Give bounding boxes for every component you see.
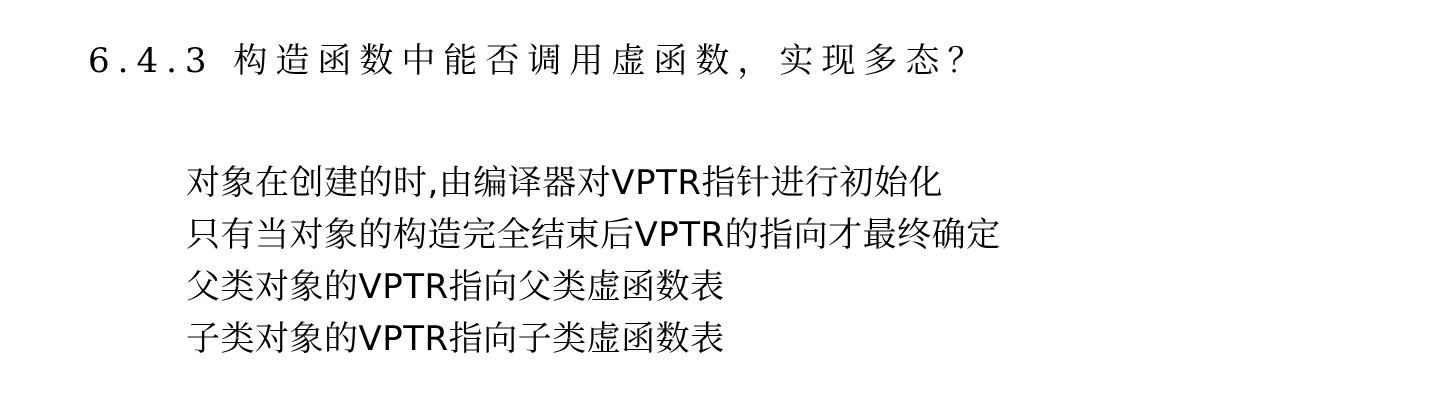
section-heading: 6.4.3 构造函数中能否调用虚函数，实现多态？ [88, 41, 990, 81]
list-item: 子类对象的VPTR指向子类虚函数表 [186, 319, 725, 359]
list-item: 只有当对象的构造完全结束后VPTR的指向才最终确定 [186, 215, 1001, 255]
list-item: 对象在创建的时,由编译器对VPTR指针进行初始化 [186, 163, 943, 203]
list-item: 父类对象的VPTR指向父类虚函数表 [186, 267, 725, 307]
explanation-list [186, 157, 1001, 365]
